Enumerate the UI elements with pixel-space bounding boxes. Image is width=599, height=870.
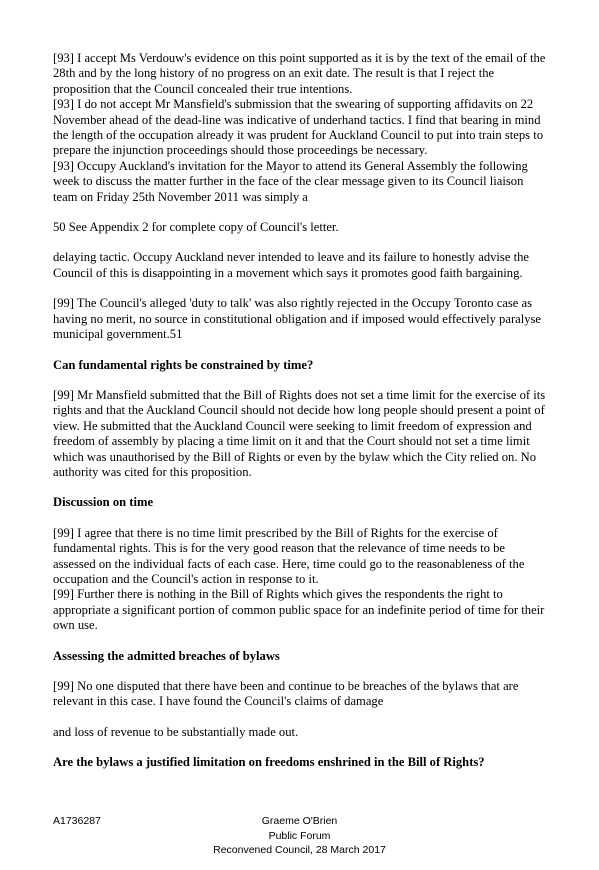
footer-meeting: Reconvened Council, 28 March 2017 (213, 844, 386, 856)
paragraph-99-duty-to-talk: [99] The Council's alleged 'duty to talk' was also rightly rejected in the Occupy Toronto case as having no merit, no source in constitutional obligation and if imposed would effectively paralyse municipal government.51 (53, 296, 542, 342)
heading-discussion-on-time: Discussion on time (53, 495, 154, 510)
paragraph-93-affidavits: [93] I do not accept Mr Mansfield's submission that the swearing of supporting affidavits on 22 November ahead of the dead-line was indicative of underhand tactics. I find that bearing in mind the length of the occupation already it was prudent for Auckland Council to put into train steps to prepare the injunction proceedings should those proceedings be necessary. (53, 97, 543, 158)
paragraph-99-mansfield-submission: [99] Mr Mansfield submitted that the Bill of Rights does not set a time limit for the exercise of its rights and that the Auckland Council should not decide how long people should present a point of view. He submitted that the Auckland Council were seeking to limit freedom of expression and freedom of assembly by placing a time limit on it and that the Court should not set a time limit which was unauthorised by the Bill of Rights or even by the bylaw which the City relied on. No authority was cited for this proposition. (53, 387, 546, 479)
footer-document-id: A1736287 (53, 815, 101, 827)
footer-author: Graeme O'Brien (261, 815, 338, 827)
document-body (53, 51, 550, 771)
paragraph-delaying-tactic: delaying tactic. Occupy Auckland never intended to leave and its failure to honestly advise the Council of this is disappointing in a movement which says it promotes good faith bargaining. (53, 250, 529, 280)
heading-breaches-of-bylaws: Assessing the admitted breaches of bylaws (53, 648, 280, 663)
heading-fundamental-rights-time: Can fundamental rights be constrained by time? (53, 357, 314, 372)
footnote-50: 50 See Appendix 2 for complete copy of Council's letter. (53, 220, 339, 235)
footer-meta (0, 814, 599, 858)
heading-bylaws-justified-limitation: Are the bylaws a justified limitation on freedoms enshrined in the Bill of Rights? (53, 755, 485, 770)
paragraph-loss-of-revenue: and loss of revenue to be substantially made out. (53, 724, 299, 739)
paragraph-99-public-space: [99] Further there is nothing in the Bill of Rights which gives the respondents the right to appropriate a significant portion of common public space for an indefinite period of time for their own use. (53, 587, 545, 633)
paragraph-93-email-evidence: [93] I accept Ms Verdouw's evidence on this point supported as it is by the text of the email of the 28th and by the long history of no progress on an exit date. The result is that I reject the proposition that the Council concealed their true intentions. (53, 51, 546, 96)
paragraph-99-no-time-limit: [99] I agree that there is no time limit prescribed by the Bill of Rights for the exercise of fundamental rights. This is for the very good reason that the relevance of time needs to be assessed on the individual facts of each case. Here, time could go to the reasonableness of the occupation and the Council's action in response to it. (53, 525, 525, 586)
paragraph-99-breaches: [99] No one disputed that there have been and continue to be breaches of the bylaws that are relevant in this case. I have found the Council's claims of damage (53, 679, 519, 709)
paragraph-93-general-assembly: [93] Occupy Auckland's invitation for the Mayor to attend its General Assembly the following week to discuss the matter further in the face of the clear message given to its Council liaison team on Friday 25th November 2011 was simply a (53, 158, 528, 204)
footer-forum: Public Forum (268, 829, 331, 842)
